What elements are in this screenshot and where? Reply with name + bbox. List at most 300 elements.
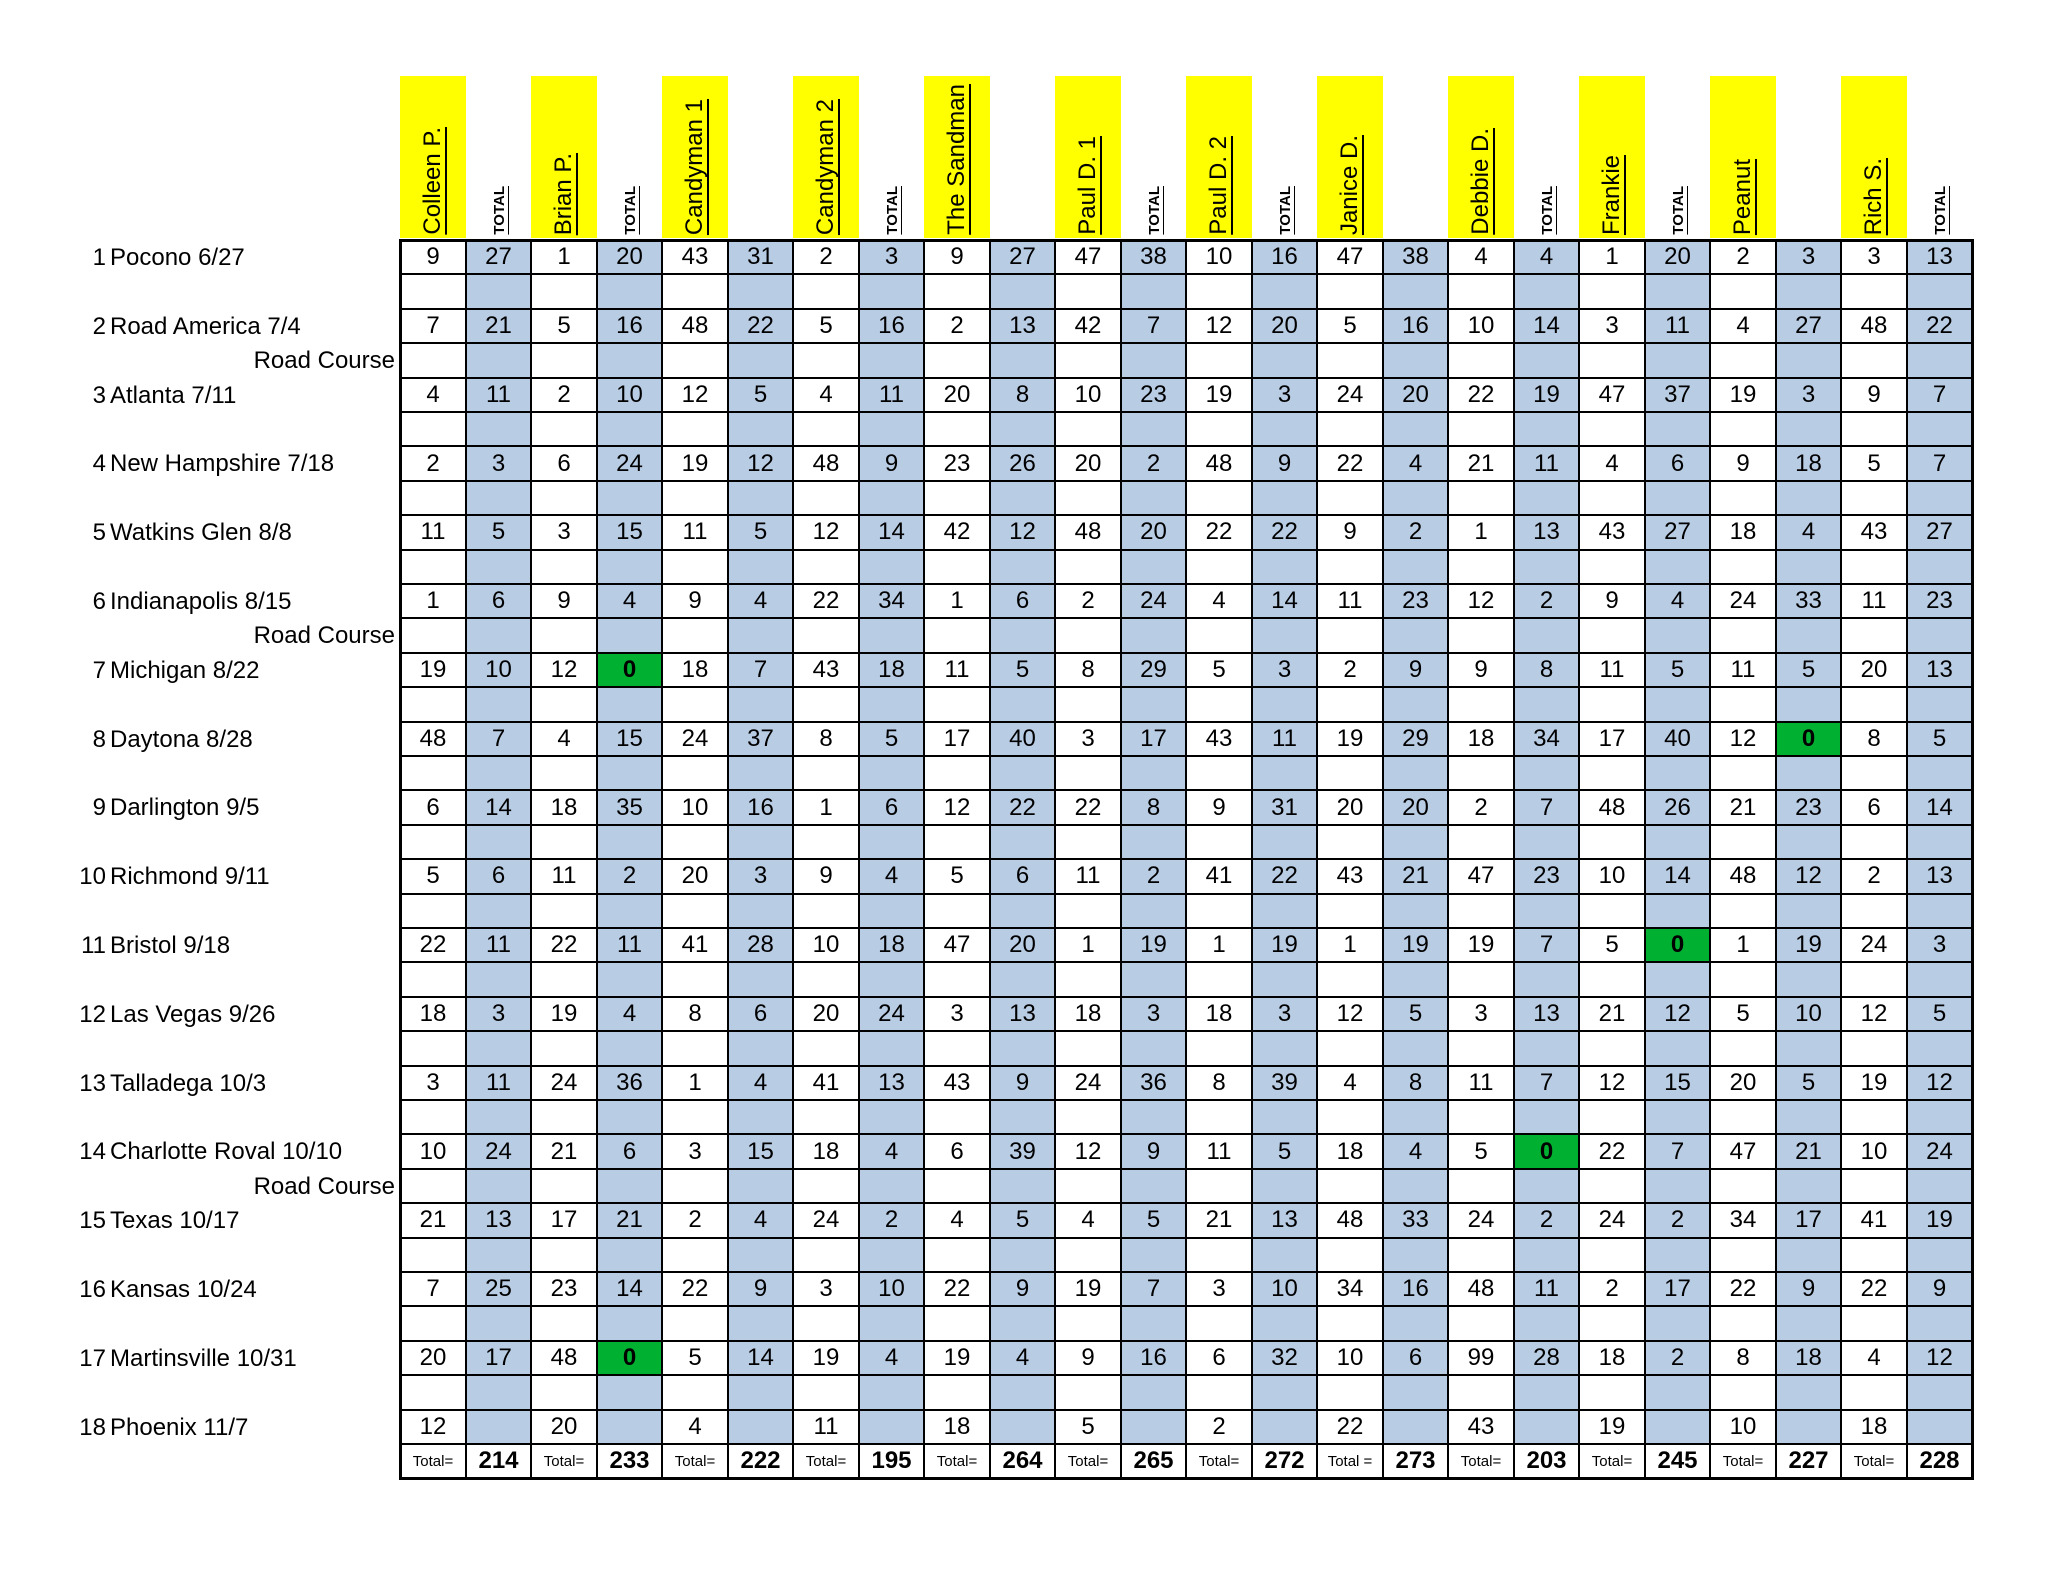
score-cell: 24 xyxy=(1729,587,1757,615)
score-cell: 13 xyxy=(466,1203,531,1237)
score-cell: 4 xyxy=(1605,449,1619,477)
race-number: 3 xyxy=(92,381,106,409)
score-cell: 19 xyxy=(1336,724,1364,752)
score-cell: 37 xyxy=(728,722,793,756)
score-cell: 5 xyxy=(1343,311,1357,339)
score-cell: 9 xyxy=(426,243,440,271)
score-cell: 20 xyxy=(1860,655,1888,683)
score-cell: 6 xyxy=(1867,793,1881,821)
score-cell: 16 xyxy=(597,309,662,343)
score-cell: 12 xyxy=(1336,999,1364,1027)
score-cell: 22 xyxy=(550,931,578,959)
race-number: 13 xyxy=(79,1069,106,1097)
score-cell: 39 xyxy=(990,1134,1055,1168)
score-cell: 4 xyxy=(950,1206,964,1234)
race-label: Road America 7/4 xyxy=(110,312,301,340)
score-cell: 8 xyxy=(688,999,702,1027)
score-cell: 10 xyxy=(1205,243,1233,271)
race-label: New Hampshire 7/18 xyxy=(110,450,335,478)
score-cell: 5 xyxy=(688,1343,702,1371)
score-cell: 20 xyxy=(1121,515,1186,549)
score-cell: 15 xyxy=(728,1134,793,1168)
score-cell: 9 xyxy=(1343,518,1357,546)
total-header xyxy=(990,76,1056,238)
score-cell: 5 xyxy=(426,862,440,890)
score-cell: 24 xyxy=(466,1134,531,1168)
score-cell: 23 xyxy=(1907,584,1972,618)
score-cell: 10 xyxy=(812,931,840,959)
score-cell: 5 xyxy=(1081,1412,1095,1440)
score-cell: 29 xyxy=(1121,653,1186,687)
participant-header xyxy=(531,76,597,238)
total-label-cell: Total= xyxy=(1460,1452,1502,1470)
total-value-cell: 265 xyxy=(1133,1447,1174,1474)
score-cell: 24 xyxy=(812,1206,840,1234)
score-cell: 43 xyxy=(1336,862,1364,890)
race-number: 16 xyxy=(79,1276,106,1303)
score-cell: 18 xyxy=(1598,1343,1626,1371)
total-label-cell: Total= xyxy=(1198,1452,1240,1470)
score-cell: 9 xyxy=(1212,793,1226,821)
score-cell: 28 xyxy=(1514,1341,1579,1375)
total-label-cell: Total= xyxy=(543,1452,585,1470)
score-cell: 26 xyxy=(1645,790,1710,824)
total-value-cell: 195 xyxy=(871,1447,912,1474)
score-cell: 17 xyxy=(550,1206,578,1234)
score-cell: 5 xyxy=(1867,449,1881,477)
score-cell: 24 xyxy=(1121,584,1186,618)
score-cell: 9 xyxy=(990,1272,1055,1306)
score-cell: 4 xyxy=(728,1066,793,1100)
score-cell: 14 xyxy=(1645,859,1710,893)
score-cell: 10 xyxy=(681,793,709,821)
score-cell: 20 xyxy=(1729,1068,1757,1096)
score-cell: 11 xyxy=(466,1066,531,1100)
score-cell: 10 xyxy=(1598,862,1626,890)
race-label: Charlotte Roval 10/10 xyxy=(110,1138,343,1166)
score-cell: 29 xyxy=(1383,722,1448,756)
total-label: TOTAL xyxy=(490,186,508,235)
score-cell: 4 xyxy=(597,584,662,618)
score-cell: 5 xyxy=(466,515,531,549)
score-cell: 1 xyxy=(1081,931,1095,959)
score-cell: 36 xyxy=(1121,1066,1186,1100)
score-cell: 19 xyxy=(681,449,709,477)
race-number: 17 xyxy=(79,1344,106,1372)
score-cell: 47 xyxy=(1336,243,1364,271)
score-cell: 12 xyxy=(550,655,578,683)
participant-name: Peanut xyxy=(1729,158,1756,235)
score-cell: 11 xyxy=(1252,722,1317,756)
score-cell: 16 xyxy=(859,309,924,343)
score-cell: 9 xyxy=(1252,446,1317,480)
score-cell: 3 xyxy=(466,997,531,1031)
score-cell: 6 xyxy=(950,1137,964,1165)
score-cell: 7 xyxy=(1514,1066,1579,1100)
score-cell: 18 xyxy=(1776,446,1841,480)
score-cell: 7 xyxy=(728,653,793,687)
score-cell: 8 xyxy=(1212,1068,1226,1096)
score-cell: 41 xyxy=(812,1068,840,1096)
score-cell: 2 xyxy=(950,311,964,339)
score-cell: 21 xyxy=(1598,999,1626,1027)
score-cell: 20 xyxy=(812,999,840,1027)
score-cell: 3 xyxy=(1081,724,1095,752)
race-number: 14 xyxy=(79,1138,106,1166)
score-cell: 19 xyxy=(1514,378,1579,412)
score-cell: 6 xyxy=(728,997,793,1031)
score-cell: 41 xyxy=(1205,862,1233,890)
score-cell: 1 xyxy=(1474,518,1488,546)
score-cell: 35 xyxy=(597,790,662,824)
score-cell: 12 xyxy=(1598,1068,1626,1096)
score-cell: 24 xyxy=(1860,931,1888,959)
score-cell: 2 xyxy=(1867,862,1881,890)
score-cell: 5 xyxy=(1645,653,1710,687)
score-cell: 18 xyxy=(550,793,578,821)
score-cell: 6 xyxy=(557,449,571,477)
score-cell: 3 xyxy=(1252,653,1317,687)
score-cell: 8 xyxy=(1736,1343,1750,1371)
score-cell: 7 xyxy=(426,1275,440,1303)
score-cell: 43 xyxy=(681,243,709,271)
score-cell: 4 xyxy=(688,1412,702,1440)
race-number: 5 xyxy=(92,519,106,547)
score-cell: 20 xyxy=(681,862,709,890)
race-number: 9 xyxy=(92,794,106,822)
score-cell: 7 xyxy=(1514,928,1579,962)
race-number: 2 xyxy=(92,312,106,340)
score-cell: 6 xyxy=(597,1134,662,1168)
score-cell: 25 xyxy=(466,1272,531,1306)
score-cell: 2 xyxy=(1383,515,1448,549)
score-cell: 22 xyxy=(1252,515,1317,549)
score-cell: 1 xyxy=(426,587,440,615)
score-cell: 11 xyxy=(859,378,924,412)
score-cell: 48 xyxy=(1205,449,1233,477)
score-cell: 11 xyxy=(1337,587,1363,615)
score-cell: 6 xyxy=(990,859,1055,893)
score-cell: 13 xyxy=(1907,859,1972,893)
score-cell: 13 xyxy=(1907,653,1972,687)
race-note: Road Course xyxy=(253,1172,395,1200)
score-cell: 18 xyxy=(1336,1137,1364,1165)
score-cell: 4 xyxy=(597,997,662,1031)
score-cell: 12 xyxy=(1729,724,1757,752)
score-cell: 34 xyxy=(1729,1206,1757,1234)
score-cell: 43 xyxy=(1205,724,1233,752)
score-cell: 20 xyxy=(550,1412,578,1440)
score-cell: 28 xyxy=(728,928,793,962)
score-cell: 47 xyxy=(1467,862,1495,890)
score-cell: 12 xyxy=(943,793,971,821)
score-cell: 5 xyxy=(557,311,571,339)
score-cell: 24 xyxy=(1467,1206,1495,1234)
score-cell: 17 xyxy=(1598,724,1626,752)
score-cell: 47 xyxy=(1074,243,1102,271)
score-cell: 9 xyxy=(1907,1272,1972,1306)
score-cell: 15 xyxy=(597,515,662,549)
score-cell: 27 xyxy=(466,240,531,274)
score-cell: 20 xyxy=(1074,449,1102,477)
participant-header xyxy=(662,76,728,238)
score-cell: 4 xyxy=(1736,311,1750,339)
score-cell: 23 xyxy=(1776,790,1841,824)
score-cell: 11 xyxy=(682,518,708,546)
score-cell: 16 xyxy=(1121,1341,1186,1375)
score-cell: 19 xyxy=(1252,928,1317,962)
race-note: Road Course xyxy=(253,622,395,650)
race-label: Indianapolis 8/15 xyxy=(110,588,292,615)
score-cell: 10 xyxy=(1860,1137,1888,1165)
score-cell: 4 xyxy=(426,380,440,408)
participant-name: Rich S. xyxy=(1860,157,1887,235)
score-cell: 21 xyxy=(1383,859,1448,893)
score-cell: 21 xyxy=(1776,1134,1841,1168)
race-number: 6 xyxy=(92,588,106,615)
score-cell: 10 xyxy=(859,1272,924,1306)
total-label-cell: Total= xyxy=(1067,1452,1109,1470)
score-cell: 11 xyxy=(1075,862,1101,890)
participant-name: Candyman 1 xyxy=(681,98,708,235)
score-cell: 32 xyxy=(1252,1341,1317,1375)
score-cell: 5 xyxy=(1252,1134,1317,1168)
score-cell: 5 xyxy=(728,378,793,412)
participant-name: The Sandman xyxy=(943,84,970,235)
participant-header xyxy=(1710,76,1776,238)
total-header xyxy=(728,76,794,238)
participant-header xyxy=(1579,76,1645,238)
score-cell: 21 xyxy=(466,309,531,343)
score-cell: 38 xyxy=(1383,240,1448,274)
zero-highlight-cell: 0 xyxy=(1514,1134,1579,1168)
score-cell: 11 xyxy=(597,928,662,962)
participant-name: Paul D. 2 xyxy=(1205,136,1232,235)
score-cell: 22 xyxy=(1907,309,1972,343)
score-cell: 5 xyxy=(1776,653,1841,687)
score-cell: 1 xyxy=(688,1068,702,1096)
score-cell: 18 xyxy=(859,653,924,687)
score-cell: 20 xyxy=(1336,793,1364,821)
score-cell: 13 xyxy=(990,309,1055,343)
score-cell: 4 xyxy=(1383,446,1448,480)
score-cell: 48 xyxy=(1467,1275,1495,1303)
race-label: Bristol 9/18 xyxy=(110,932,231,959)
score-cell: 10 xyxy=(419,1137,447,1165)
score-cell: 12 xyxy=(1776,859,1841,893)
score-cell: 8 xyxy=(1514,653,1579,687)
score-cell: 3 xyxy=(1605,311,1619,339)
score-cell: 21 xyxy=(597,1203,662,1237)
score-cell: 43 xyxy=(1860,518,1888,546)
total-label-cell: Total= xyxy=(936,1452,978,1470)
score-cell: 11 xyxy=(1206,1137,1232,1165)
score-cell: 36 xyxy=(597,1066,662,1100)
total-label: TOTAL xyxy=(1145,186,1163,235)
score-cell: 23 xyxy=(1514,859,1579,893)
score-cell: 12 xyxy=(681,380,709,408)
score-cell: 2 xyxy=(1121,859,1186,893)
score-cell: 48 xyxy=(1598,793,1626,821)
score-cell: 2 xyxy=(1121,446,1186,480)
score-cell: 4 xyxy=(1343,1068,1357,1096)
score-cell: 22 xyxy=(419,931,447,959)
score-cell: 9 xyxy=(1776,1272,1841,1306)
score-cell: 40 xyxy=(1645,722,1710,756)
score-cell: 19 xyxy=(1729,380,1757,408)
race-number: 1 xyxy=(92,244,106,271)
score-cell: 2 xyxy=(557,380,571,408)
race-note: Road Course xyxy=(253,347,395,375)
score-cell: 24 xyxy=(1907,1134,1972,1168)
score-cell: 7 xyxy=(1907,446,1972,480)
score-cell: 12 xyxy=(990,515,1055,549)
score-cell: 5 xyxy=(1776,1066,1841,1100)
score-cell: 6 xyxy=(426,793,440,821)
score-cell: 14 xyxy=(597,1272,662,1306)
score-cell: 10 xyxy=(1729,1412,1757,1440)
score-cell: 5 xyxy=(1474,1137,1488,1165)
total-value-cell: 203 xyxy=(1526,1447,1567,1474)
score-cell: 3 xyxy=(1867,243,1881,271)
total-label-cell: Total= xyxy=(1722,1452,1764,1470)
score-cell: 3 xyxy=(1212,1275,1226,1303)
score-cell: 13 xyxy=(1907,240,1972,274)
score-cell: 37 xyxy=(1645,378,1710,412)
race-label: Martinsville 10/31 xyxy=(110,1344,297,1372)
score-cell: 10 xyxy=(1074,380,1102,408)
participant-header xyxy=(1317,76,1383,238)
score-cell: 24 xyxy=(681,724,709,752)
score-cell: 5 xyxy=(990,1203,1055,1237)
score-cell: 3 xyxy=(688,1137,702,1165)
score-cell: 12 xyxy=(728,446,793,480)
score-cell: 22 xyxy=(1729,1275,1757,1303)
score-cell: 4 xyxy=(1514,240,1579,274)
score-cell: 43 xyxy=(943,1068,971,1096)
score-cell: 12 xyxy=(812,518,840,546)
score-cell: 48 xyxy=(550,1343,578,1371)
score-cell: 3 xyxy=(1776,240,1841,274)
score-cell: 9 xyxy=(557,587,571,615)
score-cell: 43 xyxy=(1467,1412,1495,1440)
score-cell: 1 xyxy=(819,793,833,821)
score-cell: 7 xyxy=(1121,1272,1186,1306)
race-number: 11 xyxy=(81,932,106,959)
score-cell: 20 xyxy=(1645,240,1710,274)
zero-highlight-cell: 0 xyxy=(1776,722,1841,756)
score-cell: 3 xyxy=(1776,378,1841,412)
score-cell: 3 xyxy=(466,446,531,480)
total-label-cell: Total= xyxy=(1591,1452,1633,1470)
score-cell: 2 xyxy=(1343,655,1357,683)
score-cell: 7 xyxy=(426,311,440,339)
score-cell: 4 xyxy=(1081,1206,1095,1234)
score-cell: 20 xyxy=(419,1343,447,1371)
score-cell: 3 xyxy=(859,240,924,274)
score-cell: 21 xyxy=(1467,449,1495,477)
score-cell: 20 xyxy=(990,928,1055,962)
score-cell: 5 xyxy=(1383,997,1448,1031)
score-cell: 13 xyxy=(859,1066,924,1100)
race-label: Richmond 9/11 xyxy=(110,863,270,891)
score-cell: 48 xyxy=(1074,518,1102,546)
participant-header xyxy=(793,76,859,238)
total-header xyxy=(1907,76,1973,238)
participant-header xyxy=(1055,76,1121,238)
score-cell: 6 xyxy=(990,584,1055,618)
score-cell: 41 xyxy=(1860,1206,1888,1234)
score-cell: 9 xyxy=(1081,1343,1095,1371)
score-cell: 48 xyxy=(1336,1206,1364,1234)
score-cell: 22 xyxy=(1598,1137,1626,1165)
score-cell: 21 xyxy=(1729,793,1757,821)
score-cell: 9 xyxy=(728,1272,793,1306)
total-header xyxy=(1121,76,1187,238)
race-label: Atlanta 7/11 xyxy=(110,381,237,409)
score-cell: 20 xyxy=(597,240,662,274)
score-cell: 3 xyxy=(950,999,964,1027)
score-cell: 14 xyxy=(466,790,531,824)
total-value-cell: 273 xyxy=(1395,1447,1436,1474)
participant-name: Colleen P. xyxy=(419,127,446,235)
race-label: Las Vegas 9/26 xyxy=(110,1000,276,1028)
score-cell: 22 xyxy=(728,309,793,343)
score-cell: 4 xyxy=(1383,1134,1448,1168)
score-cell: 19 xyxy=(1598,1412,1626,1440)
score-cell: 11 xyxy=(1514,446,1579,480)
score-cell: 16 xyxy=(1383,309,1448,343)
participant-header xyxy=(1186,76,1252,238)
score-cell: 11 xyxy=(420,518,446,546)
score-cell: 40 xyxy=(990,722,1055,756)
score-cell: 1 xyxy=(950,587,964,615)
score-cell: 5 xyxy=(1212,655,1226,683)
race-label: Texas 10/17 xyxy=(110,1207,240,1235)
score-cell: 34 xyxy=(1514,722,1579,756)
score-cell: 11 xyxy=(944,655,970,683)
score-cell: 2 xyxy=(1645,1203,1710,1237)
score-cell: 15 xyxy=(597,722,662,756)
score-cell: 5 xyxy=(859,722,924,756)
score-cell: 2 xyxy=(426,449,440,477)
score-cell: 18 xyxy=(812,1137,840,1165)
score-cell: 10 xyxy=(1252,1272,1317,1306)
score-cell: 2 xyxy=(1645,1341,1710,1375)
race-label: Talladega 10/3 xyxy=(110,1069,267,1097)
score-cell: 3 xyxy=(557,518,571,546)
total-value-cell: 233 xyxy=(609,1447,650,1474)
score-cell: 20 xyxy=(943,380,971,408)
score-cell: 9 xyxy=(1605,587,1619,615)
score-cell: 18 xyxy=(1467,724,1495,752)
score-cell: 39 xyxy=(1252,1066,1317,1100)
score-cell: 2 xyxy=(1474,793,1488,821)
total-header xyxy=(1383,76,1449,238)
score-cell: 18 xyxy=(1205,999,1233,1027)
score-cell: 31 xyxy=(728,240,793,274)
score-cell: 3 xyxy=(426,1068,440,1096)
score-cell: 21 xyxy=(1205,1206,1233,1234)
score-cell: 42 xyxy=(1074,311,1102,339)
score-cell: 41 xyxy=(681,931,709,959)
score-cell: 4 xyxy=(728,584,793,618)
score-cell: 22 xyxy=(1860,1275,1888,1303)
score-cell: 99 xyxy=(1467,1343,1495,1371)
score-cell: 5 xyxy=(990,653,1055,687)
score-cell: 19 xyxy=(1467,931,1495,959)
score-cell: 22 xyxy=(1252,859,1317,893)
